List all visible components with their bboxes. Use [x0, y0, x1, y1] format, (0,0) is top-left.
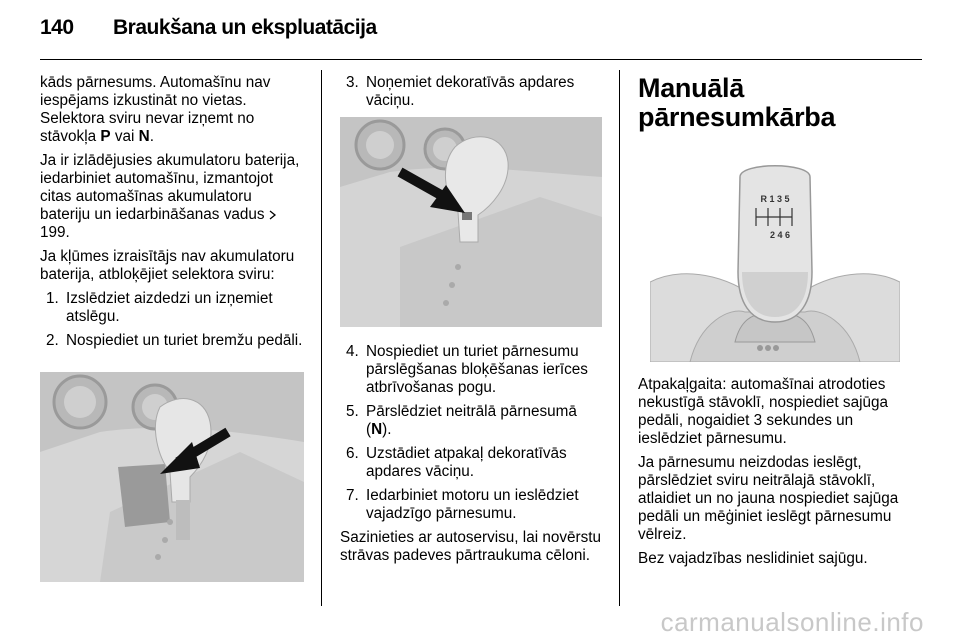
column-1	[40, 74, 305, 356]
column-3	[638, 74, 908, 132]
manual-gear-knob-photo	[650, 152, 900, 362]
column-3-text	[638, 376, 908, 574]
section-title: Braukšana un ekspluatācija	[113, 16, 377, 39]
knob-shift-pattern-bottom: 2 4 6	[769, 230, 791, 240]
page-reference-icon	[269, 210, 277, 220]
list-item: 7. Iedarbiniet motoru un ieslēdziet vajadzīgo pārnesumu.	[346, 487, 579, 522]
column-2-steps	[340, 343, 604, 571]
gear-selector-photo-2	[340, 117, 602, 327]
paragraph: Bez vajadzības neslidiniet sajūgu.	[638, 550, 868, 567]
column-divider-2	[619, 70, 620, 606]
knob-shift-pattern-top: R 1 3 5	[760, 194, 790, 204]
column-2	[340, 74, 604, 116]
list-item: 1. Izslēdziet aizdedzi un izņemiet atslēgu.	[46, 290, 273, 325]
watermark: carmanualsonline.info	[660, 607, 924, 637]
list-item: 3. Noņemiet dekoratīvās apdares vāciņu.	[346, 74, 575, 109]
list-item: 5. Pārslēdziet neitrālā pārnesumā (N).	[346, 403, 577, 438]
list-item: 4. Nospiediet un turiet pārnesumu pārslēgšanas bloķēšanas ierīces atbrīvošanas pogu.	[346, 343, 588, 396]
paragraph: Ja pārnesumu neizdodas ieslēgt, pārslēdziet sviru neitrālajā stāvoklī, atlaidiet un no jauna nospiediet sajūga pedāli un mēģiniet ieslēgt pārnesumu vēlreiz.	[638, 454, 899, 543]
paragraph: kāds pārnesums. Automašīnu nav iespējams izkustināt no vietas. Selektora sviru nevar izņemt no stāvokļa P vai N.	[40, 74, 271, 145]
paragraph: Atpakaļgaita: automašīnai atrodoties nekustīgā stāvoklī, nospiediet sajūga pedāli, nogaidiet 3 sekundes un ieslēdziet pārnesumu.	[638, 376, 889, 447]
list-item: 2. Nospiediet un turiet bremžu pedāli.	[46, 332, 303, 349]
paragraph: Sazinieties ar autoservisu, lai novērstu strāvas padeves pārtraukuma cēloni.	[340, 529, 602, 564]
column-divider-1	[321, 70, 322, 606]
paragraph: Ja ir izlādējusies akumulatoru baterija, iedarbiniet automašīnu, izmantojot citas automašīnas akumulatoru bateriju un iedarbināšanas vadus 199.	[40, 152, 300, 241]
page-number: 140	[40, 16, 74, 39]
list-item: 6. Uzstādiet atpakaļ dekoratīvās apdares vāciņu.	[346, 445, 567, 480]
section-heading: Manuālā pārnesumkārba	[638, 73, 836, 132]
header-rule	[40, 59, 922, 60]
gear-selector-photo-1	[40, 372, 304, 582]
paragraph: Ja kļūmes izraisītājs nav akumulatoru baterija, atbloķējiet selektora sviru:	[40, 248, 295, 283]
